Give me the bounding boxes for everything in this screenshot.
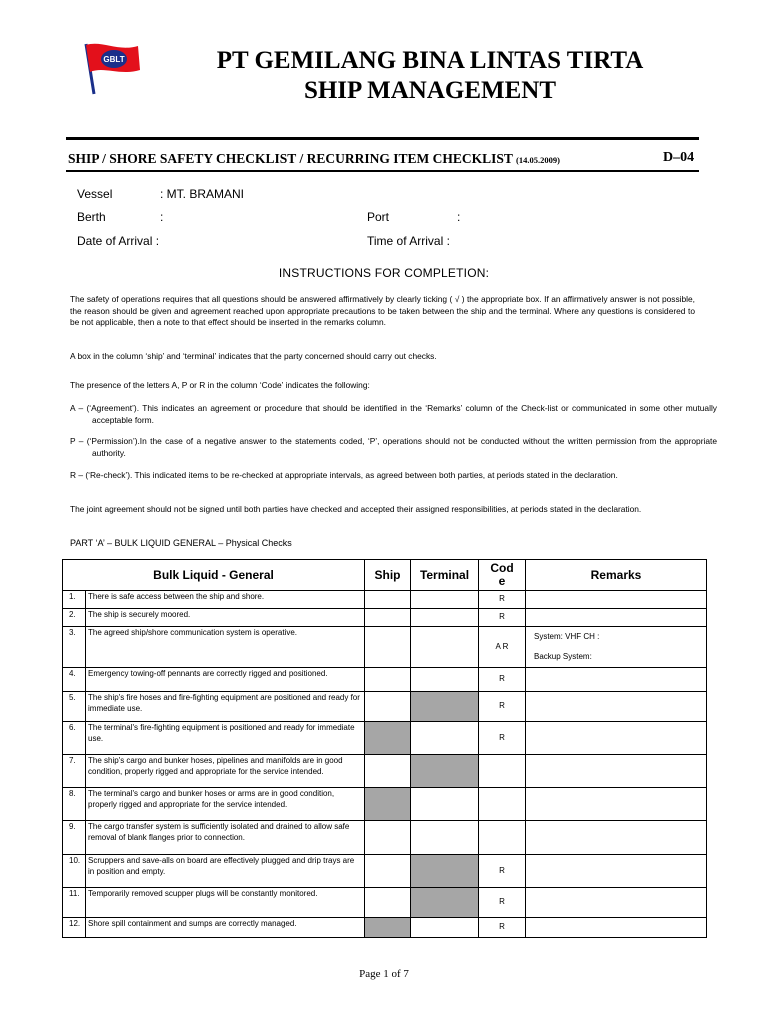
header-ship: Ship bbox=[365, 560, 411, 591]
item-number: 12. bbox=[63, 918, 86, 938]
remarks-cell[interactable] bbox=[526, 722, 707, 755]
instructions-paragraph-1: The safety of operations requires that all questions should be answered affirmatively by clearly ticking ( √ ) the appropriate box. If an affirmatively answer is not possible, the reason should be given and agreement reached upon appropriate precautions to be taken between the ship and the terminal. Where any questions is considered to be not applicable, then a note to that effect should be inserted in the remarks column. bbox=[70, 294, 695, 328]
page-number: Page 1 of 7 bbox=[359, 968, 409, 980]
code-cell: R bbox=[479, 888, 526, 918]
item-description: The terminal's cargo and bunker hoses or arms are in good condition, properly rigged and appropriate for the service intended. bbox=[86, 788, 365, 821]
time-of-arrival-label: Time of Arrival : bbox=[367, 234, 450, 248]
item-description: The cargo transfer system is sufficiently isolated and drained to allow safe removal of blank flanges prior to connection. bbox=[86, 821, 365, 855]
terminal-check-box bbox=[411, 755, 479, 788]
form-date: (14.05.2009) bbox=[516, 155, 560, 165]
item-description: The ship's fire hoses and fire-fighting equipment are positioned and ready for immediate use. bbox=[86, 692, 365, 722]
berth-label: Berth bbox=[77, 210, 106, 224]
company-name: PT GEMILANG BINA LINTAS TIRTA bbox=[216, 47, 644, 74]
item-number: 1. bbox=[63, 591, 86, 609]
ship-check-box[interactable] bbox=[365, 755, 411, 788]
instructions-agreement: A – (‘Agreement’). This indicates an agreement or procedure that should be identified in the ‘Remarks’ column of the Check-list or communicated in some other mutually acceptable form. bbox=[70, 403, 717, 425]
item-number: 8. bbox=[63, 788, 86, 821]
remarks-cell[interactable] bbox=[526, 918, 707, 938]
ship-check-box bbox=[365, 788, 411, 821]
vessel-value: : MT. BRAMANI bbox=[160, 187, 245, 201]
header-rule-top bbox=[66, 137, 699, 140]
remarks-cell[interactable] bbox=[526, 855, 707, 888]
port-colon: : bbox=[457, 210, 461, 224]
remarks-cell[interactable] bbox=[526, 788, 707, 821]
header-remarks: Remarks bbox=[526, 560, 707, 591]
ship-check-box[interactable] bbox=[365, 821, 411, 855]
terminal-check-box[interactable] bbox=[411, 918, 479, 938]
ship-check-box[interactable] bbox=[365, 609, 411, 627]
ship-check-box bbox=[365, 722, 411, 755]
item-number: 6. bbox=[63, 722, 86, 755]
code-cell: R bbox=[479, 692, 526, 722]
code-cell: R bbox=[479, 668, 526, 692]
terminal-check-box bbox=[411, 855, 479, 888]
code-cell: R bbox=[479, 591, 526, 609]
item-description: The terminal's fire-fighting equipment is positioned and ready for immediate use. bbox=[86, 722, 365, 755]
item-description: The agreed ship/shore communication system is operative. bbox=[86, 627, 365, 668]
terminal-check-box[interactable] bbox=[411, 668, 479, 692]
item-number: 11. bbox=[63, 888, 86, 918]
item-description: Temporarily removed scupper plugs will be constantly monitored. bbox=[86, 888, 365, 918]
vessel-label: Vessel bbox=[77, 187, 113, 201]
remarks-cell[interactable] bbox=[526, 888, 707, 918]
instructions-paragraph-7: The joint agreement should not be signed until both parties have checked and accepted their assigned responsibilities, at periods stated in the declaration. bbox=[70, 504, 642, 514]
code-cell: R bbox=[479, 722, 526, 755]
berth-colon: : bbox=[160, 210, 164, 224]
ship-check-box[interactable] bbox=[365, 627, 411, 668]
item-description: Scruppers and save-alls on board are effectively plugged and drip trays are in position and empty. bbox=[86, 855, 365, 888]
table-row bbox=[63, 755, 707, 788]
logo-text: GBLT bbox=[103, 55, 125, 64]
item-number: 3. bbox=[63, 627, 86, 668]
ship-check-box[interactable] bbox=[365, 888, 411, 918]
table-row bbox=[63, 609, 707, 627]
table-row bbox=[63, 627, 707, 668]
code-cell: R bbox=[479, 918, 526, 938]
terminal-check-box[interactable] bbox=[411, 722, 479, 755]
code-cell: R bbox=[479, 609, 526, 627]
item-number: 5. bbox=[63, 692, 86, 722]
table-row bbox=[63, 788, 707, 821]
remarks-cell[interactable]: System: VHF CH : Backup System: bbox=[526, 627, 707, 668]
item-description: The ship is securely moored. bbox=[86, 609, 365, 627]
remarks-cell[interactable] bbox=[526, 609, 707, 627]
terminal-check-box[interactable] bbox=[411, 788, 479, 821]
terminal-check-box[interactable] bbox=[411, 821, 479, 855]
terminal-check-box[interactable] bbox=[411, 627, 479, 668]
form-title bbox=[68, 151, 560, 167]
company-logo-flag bbox=[74, 40, 146, 96]
ship-check-box[interactable] bbox=[365, 591, 411, 609]
code-cell bbox=[479, 788, 526, 821]
item-number: 4. bbox=[63, 668, 86, 692]
ship-check-box bbox=[365, 918, 411, 938]
table-row bbox=[63, 821, 707, 855]
terminal-check-box bbox=[411, 692, 479, 722]
checklist-table bbox=[62, 559, 707, 938]
instructions-permission: P – (‘Permission’).In the case of a negative answer to the statements coded, ‘P’, operations should not be conducted without the written permission from the appropriate authority. bbox=[70, 436, 717, 458]
item-description: There is safe access between the ship and shore. bbox=[86, 591, 365, 609]
ship-check-box[interactable] bbox=[365, 668, 411, 692]
remarks-cell[interactable] bbox=[526, 668, 707, 692]
ship-check-box[interactable] bbox=[365, 855, 411, 888]
instructions-paragraph-2: A box in the column ‘ship’ and ‘terminal’ indicates that the party concerned should carry out checks. bbox=[70, 351, 437, 361]
table-row bbox=[63, 888, 707, 918]
table-row bbox=[63, 918, 707, 938]
item-number: 10. bbox=[63, 855, 86, 888]
code-cell bbox=[479, 821, 526, 855]
code-cell: A R bbox=[479, 627, 526, 668]
header-item: Bulk Liquid - General bbox=[63, 560, 365, 591]
instructions-title: INSTRUCTIONS FOR COMPLETION: bbox=[278, 266, 490, 280]
item-description: Emergency towing-off pennants are correctly rigged and positioned. bbox=[86, 668, 365, 692]
company-subtitle: SHIP MANAGEMENT bbox=[303, 77, 557, 104]
date-of-arrival-label: Date of Arrival : bbox=[77, 234, 160, 248]
table-row bbox=[63, 855, 707, 888]
table-row bbox=[63, 692, 707, 722]
table-header-row bbox=[63, 560, 707, 591]
code-cell bbox=[479, 755, 526, 788]
part-a-heading: PART ‘A’ – BULK LIQUID GENERAL – Physical Checks bbox=[70, 538, 292, 548]
port-label: Port bbox=[367, 210, 390, 224]
instructions-recheck: R – (‘Re-check’). This indicated items to be re-checked at appropriate intervals, as agreed between both parties, at periods stated in the declaration. bbox=[70, 470, 618, 480]
table-row bbox=[63, 668, 707, 692]
item-number: 2. bbox=[63, 609, 86, 627]
remarks-cell[interactable] bbox=[526, 755, 707, 788]
instructions-paragraph-3: The presence of the letters A, P or R in the column ‘Code’ indicates the following: bbox=[70, 380, 370, 390]
form-code: D–04 bbox=[663, 150, 695, 165]
table-row bbox=[63, 591, 707, 609]
terminal-check-box[interactable] bbox=[411, 609, 479, 627]
header-rule-bottom bbox=[66, 170, 699, 172]
code-cell: R bbox=[479, 855, 526, 888]
header-code: Cod e bbox=[479, 560, 526, 591]
item-number: 9. bbox=[63, 821, 86, 855]
ship-check-box[interactable] bbox=[365, 692, 411, 722]
remarks-cell[interactable] bbox=[526, 821, 707, 855]
item-description: The ship's cargo and bunker hoses, pipelines and manifolds are in good condition, properly rigged and appropriate for the service intended. bbox=[86, 755, 365, 788]
form-title-text: SHIP / SHORE SAFETY CHECKLIST / RECURRING ITEM CHECKLIST bbox=[68, 151, 516, 166]
table-row bbox=[63, 722, 707, 755]
remarks-cell[interactable] bbox=[526, 692, 707, 722]
item-description: Shore spill containment and sumps are correctly managed. bbox=[86, 918, 365, 938]
remarks-cell[interactable] bbox=[526, 591, 707, 609]
terminal-check-box bbox=[411, 888, 479, 918]
terminal-check-box[interactable] bbox=[411, 591, 479, 609]
item-number: 7. bbox=[63, 755, 86, 788]
header-terminal: Terminal bbox=[411, 560, 479, 591]
